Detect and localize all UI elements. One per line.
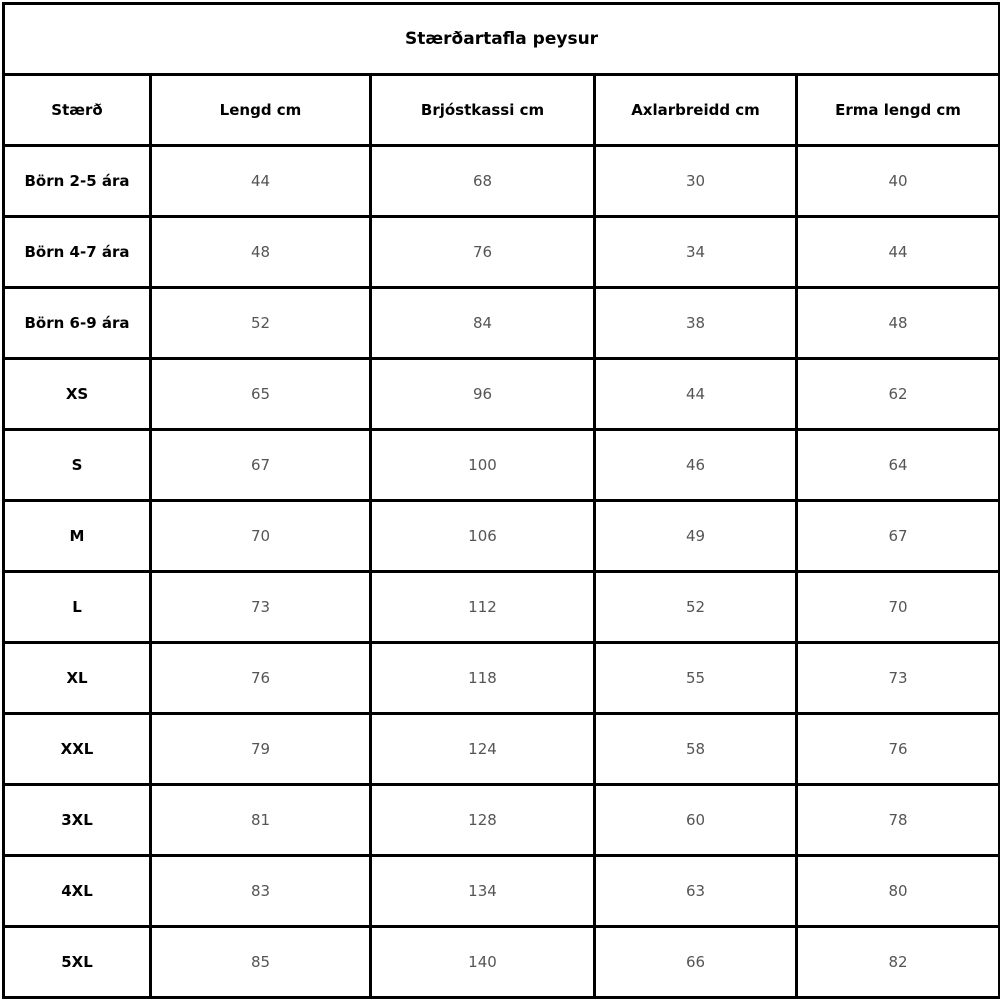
shoulder-width-value: 44 xyxy=(595,359,797,430)
header-size: Stærð xyxy=(4,75,151,146)
table-row xyxy=(4,430,1000,501)
shoulder-width-value: 66 xyxy=(595,927,797,998)
length-value: 79 xyxy=(151,714,371,785)
shoulder-width-value: 52 xyxy=(595,572,797,643)
size-label: M xyxy=(4,501,151,572)
sleeve-length-value: 64 xyxy=(797,430,1000,501)
header-shoulder-width: Axlarbreidd cm xyxy=(595,75,797,146)
chest-value: 124 xyxy=(371,714,595,785)
sleeve-length-value: 73 xyxy=(797,643,1000,714)
table-row xyxy=(4,288,1000,359)
table-row xyxy=(4,714,1000,785)
header-sleeve-length: Erma lengd cm xyxy=(797,75,1000,146)
chest-value: 118 xyxy=(371,643,595,714)
sleeve-length-value: 62 xyxy=(797,359,1000,430)
shoulder-width-value: 49 xyxy=(595,501,797,572)
sleeve-length-value: 76 xyxy=(797,714,1000,785)
chest-value: 96 xyxy=(371,359,595,430)
chest-value: 106 xyxy=(371,501,595,572)
title-row xyxy=(4,4,1000,75)
table-row xyxy=(4,572,1000,643)
shoulder-width-value: 34 xyxy=(595,217,797,288)
length-value: 65 xyxy=(151,359,371,430)
size-label: XL xyxy=(4,643,151,714)
size-label: S xyxy=(4,430,151,501)
size-label: 3XL xyxy=(4,785,151,856)
length-value: 76 xyxy=(151,643,371,714)
table-row xyxy=(4,217,1000,288)
length-value: 83 xyxy=(151,856,371,927)
chest-value: 112 xyxy=(371,572,595,643)
shoulder-width-value: 63 xyxy=(595,856,797,927)
shoulder-width-value: 55 xyxy=(595,643,797,714)
chest-value: 100 xyxy=(371,430,595,501)
header-length: Lengd cm xyxy=(151,75,371,146)
size-chart-table xyxy=(2,2,1000,999)
sleeve-length-value: 80 xyxy=(797,856,1000,927)
table-row xyxy=(4,927,1000,998)
table-row xyxy=(4,359,1000,430)
size-label: Börn 4-7 ára xyxy=(4,217,151,288)
chest-value: 134 xyxy=(371,856,595,927)
size-label: Börn 6-9 ára xyxy=(4,288,151,359)
shoulder-width-value: 46 xyxy=(595,430,797,501)
size-label: 4XL xyxy=(4,856,151,927)
length-value: 48 xyxy=(151,217,371,288)
chest-value: 140 xyxy=(371,927,595,998)
size-label: 5XL xyxy=(4,927,151,998)
size-rows xyxy=(4,146,1000,998)
chest-value: 84 xyxy=(371,288,595,359)
header-chest: Brjóstkassi cm xyxy=(371,75,595,146)
table-title: Stærðartafla peysur xyxy=(4,4,1000,75)
shoulder-width-value: 60 xyxy=(595,785,797,856)
header-row xyxy=(4,75,1000,146)
chest-value: 76 xyxy=(371,217,595,288)
size-label: Börn 2-5 ára xyxy=(4,146,151,217)
shoulder-width-value: 58 xyxy=(595,714,797,785)
chest-value: 128 xyxy=(371,785,595,856)
length-value: 85 xyxy=(151,927,371,998)
sleeve-length-value: 67 xyxy=(797,501,1000,572)
chest-value: 68 xyxy=(371,146,595,217)
size-label: L xyxy=(4,572,151,643)
length-value: 44 xyxy=(151,146,371,217)
table-row xyxy=(4,146,1000,217)
table-row xyxy=(4,856,1000,927)
shoulder-width-value: 38 xyxy=(595,288,797,359)
length-value: 73 xyxy=(151,572,371,643)
size-label: XS xyxy=(4,359,151,430)
sleeve-length-value: 40 xyxy=(797,146,1000,217)
sleeve-length-value: 70 xyxy=(797,572,1000,643)
table-row xyxy=(4,501,1000,572)
length-value: 70 xyxy=(151,501,371,572)
sleeve-length-value: 82 xyxy=(797,927,1000,998)
sleeve-length-value: 78 xyxy=(797,785,1000,856)
length-value: 67 xyxy=(151,430,371,501)
table-row xyxy=(4,643,1000,714)
shoulder-width-value: 30 xyxy=(595,146,797,217)
length-value: 81 xyxy=(151,785,371,856)
sleeve-length-value: 44 xyxy=(797,217,1000,288)
length-value: 52 xyxy=(151,288,371,359)
table-row xyxy=(4,785,1000,856)
sleeve-length-value: 48 xyxy=(797,288,1000,359)
size-label: XXL xyxy=(4,714,151,785)
